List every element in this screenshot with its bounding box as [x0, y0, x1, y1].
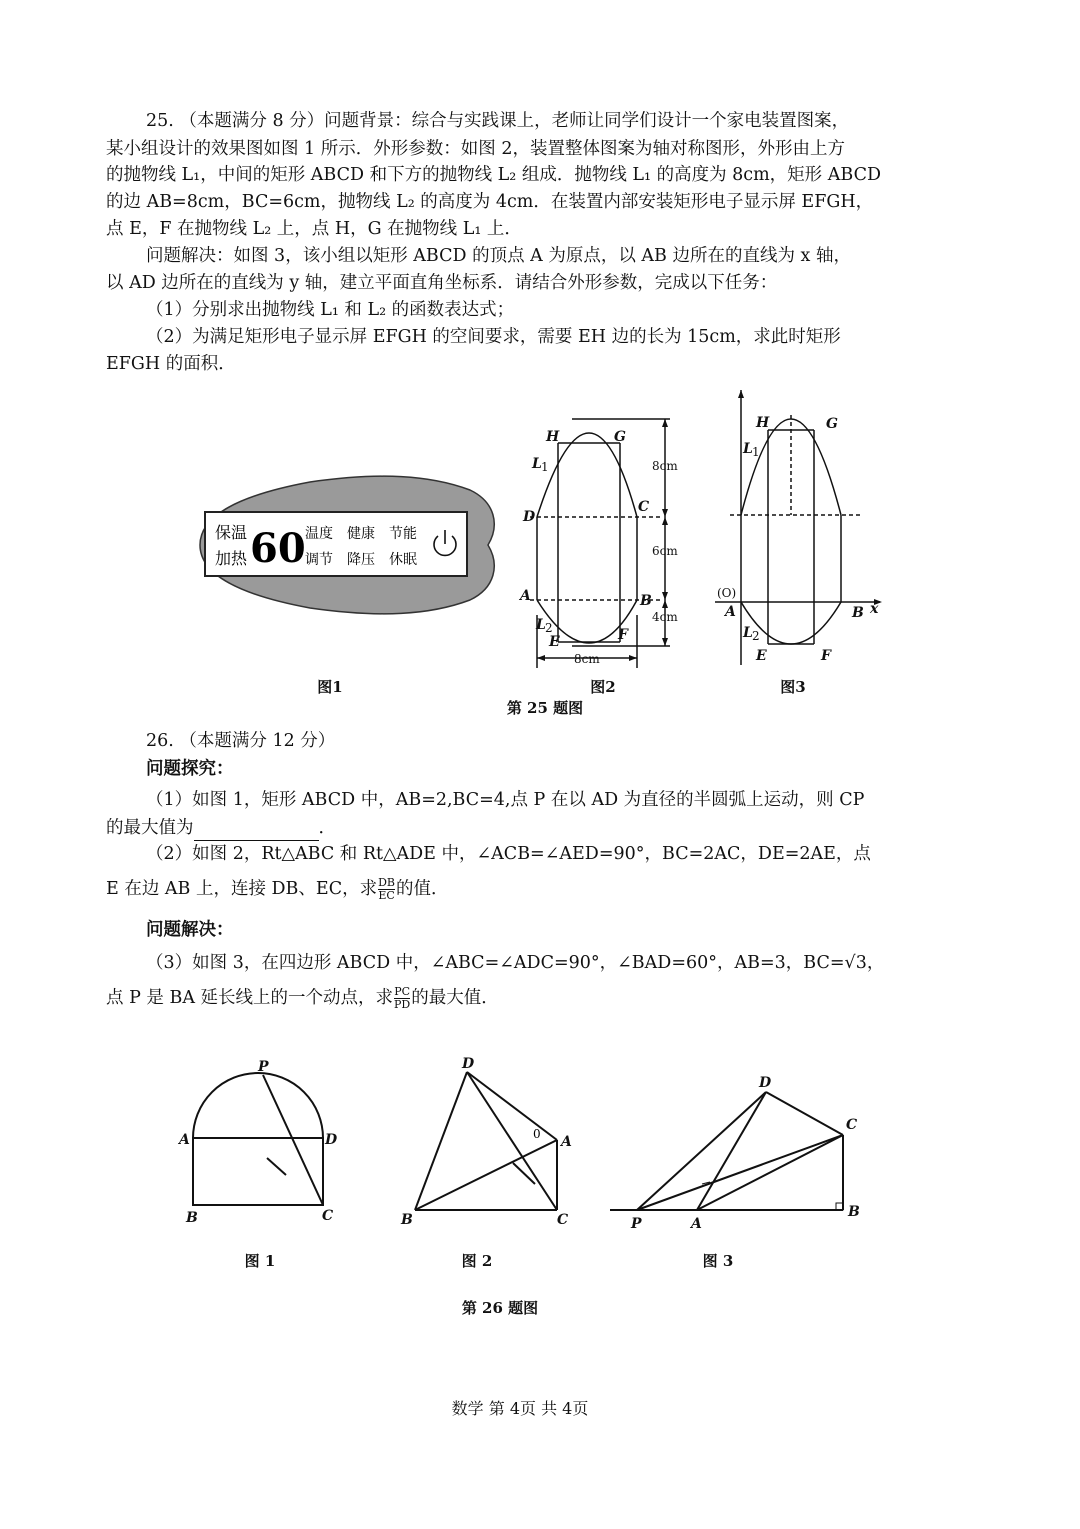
q26-part2-end: 的值．: [396, 879, 449, 899]
fig2-dim-BC: 6cm: [652, 544, 678, 558]
fig2-label-A: A: [520, 588, 531, 604]
q26-fig2-A: A: [561, 1134, 572, 1150]
q26-fig1-diagram: [170, 1050, 350, 1230]
q25-line-3: 的抛物线 L₁，中间的矩形 ABCD 和下方的抛物线 L₂ 组成．抛物线 L₁ 的高度为 8cm，矩形 ABCD: [106, 165, 881, 185]
q26-part2-line1: （2）如图 2，Rt△ABC 和 Rt△ADE 中，∠ACB=∠AED=90°，BC=2AC，DE=2AE，点: [146, 844, 871, 864]
q25-fig3-caption: 图3: [780, 678, 806, 696]
fig2-label-L2-sub: 2: [545, 621, 553, 635]
q25-fig3-diagram: [710, 385, 890, 675]
q26-header: 26. （本题满分 12 分）: [146, 731, 336, 751]
q25-line-7: 以 AD 边所在的直线为 y 轴，建立平面直角坐标系．请结合外形参数，完成以下任务：: [106, 273, 778, 293]
fig3-label-A: A: [725, 604, 736, 620]
fig1-r1-b: 健康: [347, 526, 375, 542]
fig1-r2-c: 休眠: [389, 552, 417, 568]
q25-task-2-end: EFGH 的面积．: [106, 354, 236, 374]
fig2-dim-height-L1: 8cm: [652, 459, 678, 473]
q26-solve-heading: 问题解决：: [146, 920, 234, 940]
q26-part1-end: ．: [318, 818, 336, 838]
q26-fig2-caption: 图 2: [461, 1252, 493, 1270]
q26-fig1-D: D: [325, 1132, 338, 1148]
q26-fraction-db-ec: [378, 877, 395, 902]
fig1-r2-a: 调节: [305, 552, 333, 568]
q26-fig3-C: C: [846, 1117, 858, 1133]
q26-part3-line1: （3）如图 3，在四边形 ABCD 中，∠ABC=∠ADC=90°，∠BAD=60°，AB=3，BC=√3，: [146, 953, 885, 973]
q26-fig3-A: A: [691, 1216, 702, 1230]
frac-pd-denominator: PD: [394, 998, 411, 1011]
q26-fig1-A: A: [179, 1132, 190, 1148]
page-footer: 数学 第 4页 共 4页: [451, 1399, 589, 1418]
fig1-temperature: 60: [250, 525, 306, 572]
fig3-label-L2: L: [743, 625, 753, 641]
frac-db-numerator: DB: [378, 876, 395, 889]
fig2-label-H: H: [546, 429, 560, 445]
q26-part2-prompt: E 在边 AB 上，连接 DB、EC，求: [106, 879, 378, 899]
fig2-dim-height-L2: 4cm: [652, 610, 678, 624]
q26-fig2-diagram: [395, 1050, 585, 1230]
q26-fig1-P: P: [258, 1059, 269, 1075]
fig2-label-B: B: [640, 593, 652, 609]
q26-explore-heading: 问题探究：: [146, 759, 234, 779]
frac-pc-numerator: PC: [394, 985, 411, 998]
fig1-left-top: 保温: [215, 523, 248, 542]
q26-part2-line2: [106, 876, 956, 902]
fig2-label-L1: L: [532, 456, 542, 472]
q25-line-4: 的边 AB=8cm，BC=6cm，抛物线 L₂ 的高度为 4cm．在装置内部安装矩形电子显示屏 EFGH，: [106, 192, 874, 212]
q26-answer-blank: [194, 822, 319, 841]
fig3-label-L1-sub: 1: [752, 445, 760, 459]
q26-figure-title: 第 26 题图: [461, 1299, 539, 1317]
fig2-label-L2: L: [536, 617, 546, 633]
fig1-semicircle: [193, 1073, 323, 1138]
q26-fig3-diagram: [605, 1070, 875, 1230]
fig2-angle-mark: 0: [533, 1127, 541, 1141]
q25-line-6: 问题解决：如图 3，该小组以矩形 ABCD 的顶点 A 为原点，以 AB 边所在的直线为 x 轴，: [146, 246, 851, 266]
fig3-label-H: H: [756, 415, 770, 431]
q26-part1-prompt: 的最大值为: [106, 818, 194, 838]
q26-fig2-C: C: [557, 1212, 569, 1228]
fig2-label-D: D: [523, 509, 536, 525]
q25-line-5: 点 E，F 在抛物线 L₂ 上，点 H，G 在抛物线 L₁ 上．: [106, 219, 522, 239]
q25-fig2-caption: 图2: [590, 678, 616, 696]
q25-task-2: （2）为满足矩形电子显示屏 EFGH 的空间要求，需要 EH 边的长为 15cm，求此时矩形: [146, 327, 841, 347]
fig1-r1-c: 节能: [389, 526, 417, 542]
fig3-label-O: (O): [717, 586, 737, 600]
fig3-label-x: x: [870, 601, 879, 617]
fig1-rectangle: [193, 1138, 323, 1205]
fig2-dim-AB: 8cm: [574, 652, 600, 666]
q26-part3-line2: [106, 985, 956, 1011]
q25-task-1: （1）分别求出抛物线 L₁ 和 L₂ 的函数表达式；: [146, 300, 515, 320]
q26-fig2-D: D: [462, 1056, 475, 1072]
q26-fig3-D: D: [759, 1075, 772, 1091]
q26-fig2-B: B: [401, 1212, 413, 1228]
fig2-parabola-L1: [537, 433, 637, 517]
q26-fig3-caption: 图 3: [702, 1252, 734, 1270]
q26-fig3-B: B: [848, 1204, 860, 1220]
fig1-left-bottom: 加热: [215, 549, 248, 568]
fig3-label-B: B: [852, 605, 864, 621]
q26-part3-prompt: 点 P 是 BA 延长线上的一个动点，求: [106, 988, 394, 1008]
q26-fraction-pc-pd: [394, 986, 410, 1011]
fig3-label-L2-sub: 2: [752, 629, 760, 643]
fig3-label-F: F: [821, 648, 831, 664]
q26-fig1-caption: 图 1: [244, 1252, 276, 1270]
q25-fig1-caption: 图1: [317, 678, 343, 696]
fig3-label-L1: L: [743, 441, 753, 457]
fig2-label-C: C: [638, 499, 650, 515]
fig3-label-G: G: [826, 416, 838, 432]
q25-line-1: 25. （本题满分 8 分）问题背景：综合与实践课上，老师让同学们设计一个家电装置图案，: [146, 111, 850, 131]
fig1-r2-b: 降压: [347, 552, 375, 568]
fig2-label-E: E: [549, 634, 560, 650]
q26-part3-end: 的最大值．: [411, 988, 499, 1008]
q25-fig2-diagram: [510, 410, 700, 670]
q25-fig1-appliance: [170, 470, 500, 620]
fig2-label-L1-sub: 1: [541, 460, 549, 474]
q26-fig3-P: P: [631, 1216, 642, 1230]
q25-line-2: 某小组设计的效果图如图 1 所示．外形参数：如图 2，装置整体图案为轴对称图形，外形由上方: [106, 139, 845, 159]
q26-part1-line1: （1）如图 1，矩形 ABCD 中，AB=2,BC=4,点 P 在以 AD 为直径的半圆弧上运动，则 CP: [146, 790, 865, 810]
fig2-label-G: G: [614, 429, 626, 445]
fig3-label-E: E: [756, 648, 767, 664]
fig1-segment-PC: [263, 1075, 323, 1205]
fig2-label-F: F: [618, 627, 628, 643]
frac-ec-denominator: EC: [378, 889, 395, 902]
q26-fig1-B: B: [186, 1210, 198, 1226]
q26-part1-line2: [106, 815, 956, 841]
q26-fig1-C: C: [322, 1208, 334, 1224]
q25-figure-title: 第 25 题图: [506, 699, 584, 717]
fig1-r1-a: 温度: [305, 526, 333, 542]
